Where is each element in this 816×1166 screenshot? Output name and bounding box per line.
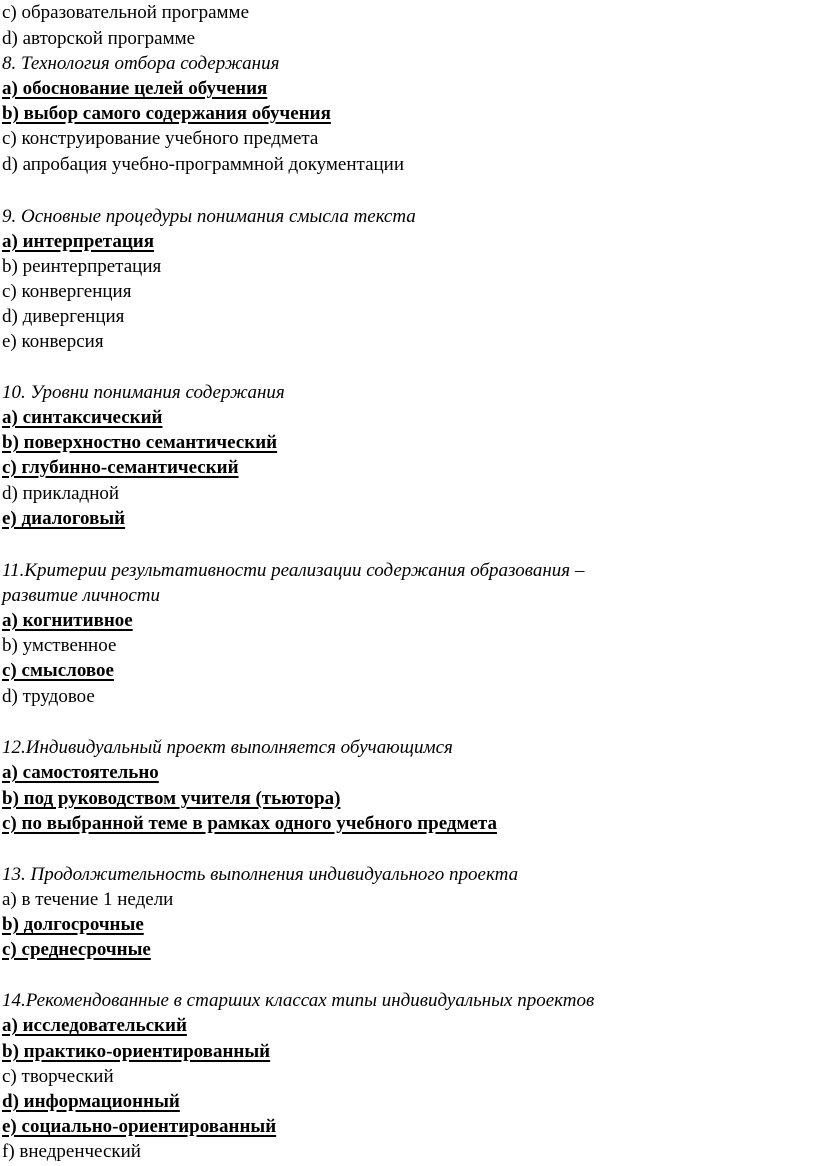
answer-option: f) внедренческий [2,1141,141,1162]
answer-option: d) прикладной [2,483,120,504]
answer-option: d) дивергенция [2,306,125,327]
question-title: 11.Критерии результативности реализации содержания образования – [2,560,585,581]
answer-option: c) творческий [2,1066,114,1087]
correct-answer-option: a) обоснование целей обучения [2,78,268,99]
correct-answer-option: b) практико-ориентированный [2,1041,271,1062]
answer-option: b) реинтерпретация [2,256,162,277]
correct-answer-option: a) исследовательский [2,1015,187,1036]
correct-answer-option: a) самостоятельно [2,762,159,783]
question-title: 13. Продолжительность выполнения индивидуального проекта [2,864,519,885]
question-title: 10. Уровни понимания содержания [2,382,285,403]
correct-answer-option: e) социально-ориентированный [2,1116,277,1137]
correct-answer-option: c) глубинно-семантический [2,457,239,478]
question-title: 9. Основные процедуры понимания смысла текста [2,206,416,227]
correct-answer-option: b) поверхностно семантический [2,432,278,453]
answer-option: d) трудовое [2,686,95,707]
answer-option: c) образовательной программе [2,2,250,23]
question-title: 14.Рекомендованные в старших классах типы индивидуальных проектов [2,990,595,1011]
correct-answer-option: a) синтаксический [2,407,163,428]
answer-option: e) конверсия [2,331,104,352]
answer-option: d) авторской программе [2,28,196,49]
correct-answer-option: a) интерпретация [2,231,154,252]
correct-answer-option: e) диалоговый [2,508,126,529]
correct-answer-option: d) информационный [2,1091,180,1112]
correct-answer-option: c) смысловое [2,660,114,681]
question-title: развитие личности [2,585,160,606]
answer-option: d) апробация учебно-программной документации [2,154,405,175]
answer-option: a) в течение 1 недели [2,889,174,910]
answer-option: c) конвергенция [2,281,132,302]
correct-answer-option: c) среднесрочные [2,939,151,960]
question-title: 8. Технология отбора содержания [2,53,280,74]
correct-answer-option: b) под руководством учителя (тьютора) [2,788,341,809]
answer-option: b) умственное [2,635,117,656]
correct-answer-option: b) долгосрочные [2,914,144,935]
question-title: 12.Индивидуальный проект выполняется обучающимся [2,737,453,758]
answer-option: c) конструирование учебного предмета [2,128,319,149]
correct-answer-option: a) когнитивное [2,610,133,631]
correct-answer-option: c) по выбранной теме в рамках одного учебного предмета [2,813,497,834]
correct-answer-option: b) выбор самого содержания обучения [2,103,331,124]
